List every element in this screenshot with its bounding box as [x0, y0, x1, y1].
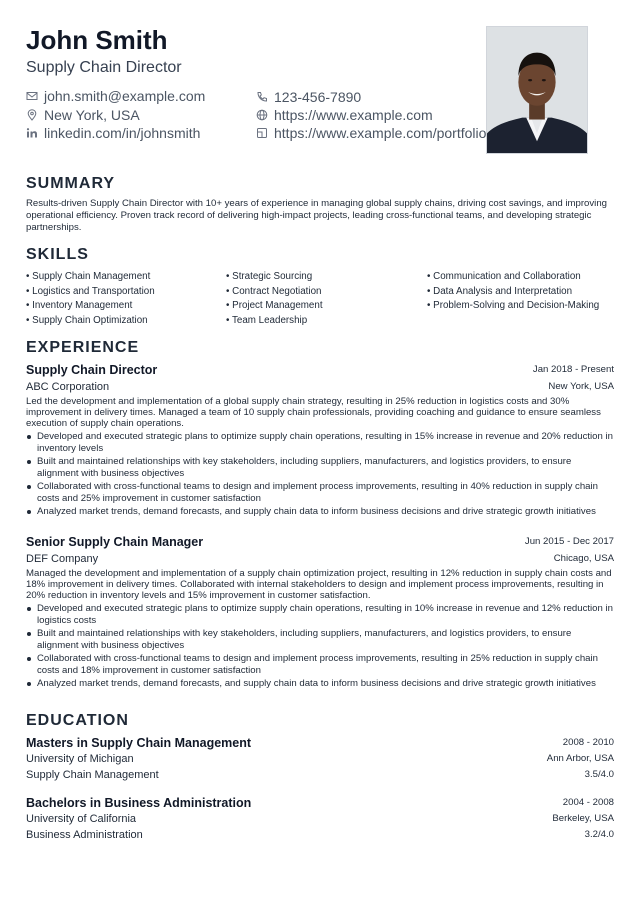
job-description: Led the development and implementation of a global supply chain strategy, resulting in 25% reduction in logistics costs and 30% improvement in delivery times. Managed a team of 10 supply chain professionals, providing coaching and guidance to ensure seamless execution of supply chain operations.	[26, 396, 601, 429]
profile-photo	[486, 26, 588, 154]
contact-location	[26, 106, 140, 124]
contact-text: linkedin.com/in/johnsmith	[44, 125, 201, 141]
phone-icon	[256, 91, 268, 103]
contact-text: https://www.example.com	[274, 107, 433, 123]
job-bullet: Analyzed market trends, demand forecasts, and supply chain data to inform business decisions and drive strategic growth initiatives	[26, 678, 614, 690]
education-dates: 2004 - 2008	[562, 797, 614, 808]
skill-item: • Data Analysis and Interpretation	[427, 285, 627, 300]
school-name: University of California	[26, 813, 137, 825]
contact-portfolio[interactable]	[256, 124, 486, 142]
skill-item: • Project Management	[226, 299, 426, 314]
gpa: 3.5/4.0	[584, 769, 614, 780]
job-title: Senior Supply Chain Manager	[26, 535, 204, 549]
job-bullet: Built and maintained relationships with key stakeholders, including suppliers, manufacturers, and logistics providers, to ensure alignment with business objectives	[26, 456, 614, 479]
linkedin-icon	[26, 127, 38, 139]
company-name: DEF Company	[26, 553, 99, 565]
school-location: Berkeley, USA	[552, 813, 614, 824]
field-of-study: Business Administration	[26, 829, 143, 841]
contact-linkedin[interactable]	[26, 124, 200, 142]
mail-icon	[26, 90, 38, 102]
job-bullet: Analyzed market trends, demand forecasts, and supply chain data to inform business decisions and drive strategic growth initiatives	[26, 506, 614, 518]
education-dates: 2008 - 2010	[562, 737, 614, 748]
portfolio-icon	[256, 127, 268, 139]
skill-item: • Communication and Collaboration	[427, 270, 627, 285]
skills-column	[26, 270, 226, 328]
gpa: 3.2/4.0	[584, 829, 614, 840]
skill-item: • Supply Chain Management	[26, 270, 226, 285]
job-bullet: Built and maintained relationships with key stakeholders, including suppliers, manufacturers, and logistics providers, to ensure alignment with business objectives	[26, 628, 614, 651]
summary-heading: SUMMARY	[26, 175, 116, 192]
skill-item: • Supply Chain Optimization	[26, 314, 226, 329]
field-of-study: Supply Chain Management	[26, 769, 159, 781]
skill-item: • Team Leadership	[226, 314, 426, 329]
job-dates: Jun 2015 - Dec 2017	[524, 536, 614, 547]
skills-column	[226, 270, 426, 328]
job-location: Chicago, USA	[553, 553, 614, 564]
education-entry	[26, 795, 614, 844]
experience-entry	[26, 534, 614, 692]
candidate-name: John Smith	[26, 25, 168, 55]
school-location: Ann Arbor, USA	[546, 753, 614, 764]
company-name: ABC Corporation	[26, 381, 110, 393]
job-bullet: Developed and executed strategic plans to optimize supply chain operations, resulting in 10% increase in revenue and 12% reduction in logistics costs	[26, 603, 614, 626]
school-name: University of Michigan	[26, 753, 134, 765]
education-heading: EDUCATION	[26, 712, 129, 729]
experience-entry	[26, 362, 614, 520]
job-dates: Jan 2018 - Present	[532, 364, 614, 375]
job-bullet: Collaborated with cross-functional teams to design and implement process improvements, resulting in 40% reduction in supply chain costs and 25% improvement in customer satisfaction	[26, 481, 614, 504]
skill-item: • Inventory Management	[26, 299, 226, 314]
degree-title: Masters in Supply Chain Management	[26, 736, 252, 750]
globe-icon	[256, 109, 268, 121]
skill-item: • Logistics and Transportation	[26, 285, 226, 300]
contact-text: https://www.example.com/portfolio	[274, 125, 487, 141]
skill-item: • Problem-Solving and Decision-Making	[427, 299, 627, 314]
job-bullet: Developed and executed strategic plans to optimize supply chain operations, resulting in 15% increase in revenue and 20% reduction in inventory levels	[26, 431, 614, 454]
degree-title: Bachelors in Business Administration	[26, 796, 252, 810]
contact-text: john.smith@example.com	[44, 88, 206, 104]
location-icon	[26, 109, 38, 121]
job-description: Managed the development and implementation of a supply chain optimization project, resulting in 12% reduction in supply chain costs and 18% improvement in delivery times. Collaborated with internal stakeholders to design and implement process improvements, resulting in 20% reduction in inventory levels and 15% improvement in customer satisfaction.	[26, 568, 612, 601]
skill-item: • Strategic Sourcing	[226, 270, 426, 285]
job-location: New York, USA	[548, 381, 614, 392]
skills-heading: SKILLS	[26, 246, 89, 263]
candidate-title: Supply Chain Director	[26, 59, 182, 76]
job-bullets	[26, 603, 614, 690]
job-bullet: Collaborated with cross-functional teams to design and implement process improvements, resulting in 25% reduction in supply chain costs and 18% improvement in customer satisfaction	[26, 653, 614, 676]
contact-website[interactable]	[256, 106, 433, 124]
contact-text: 123-456-7890	[274, 89, 362, 105]
skill-item: • Contract Negotiation	[226, 285, 426, 300]
contact-email[interactable]	[26, 87, 205, 105]
contact-text: New York, USA	[44, 107, 140, 123]
education-entry	[26, 735, 614, 784]
contact-phone[interactable]	[256, 88, 361, 106]
experience-heading: EXPERIENCE	[26, 339, 140, 356]
summary-text: Results-driven Supply Chain Director with 10+ years of experience in managing global supply chains, driving cost savings, and improving operational efficiency. Proven track record of delivering high-impact projects, leading cross-functional teams, and developing strategic partnerships.	[26, 198, 607, 233]
job-bullets	[26, 431, 614, 518]
skills-column	[427, 270, 627, 314]
job-title: Supply Chain Director	[26, 363, 158, 377]
